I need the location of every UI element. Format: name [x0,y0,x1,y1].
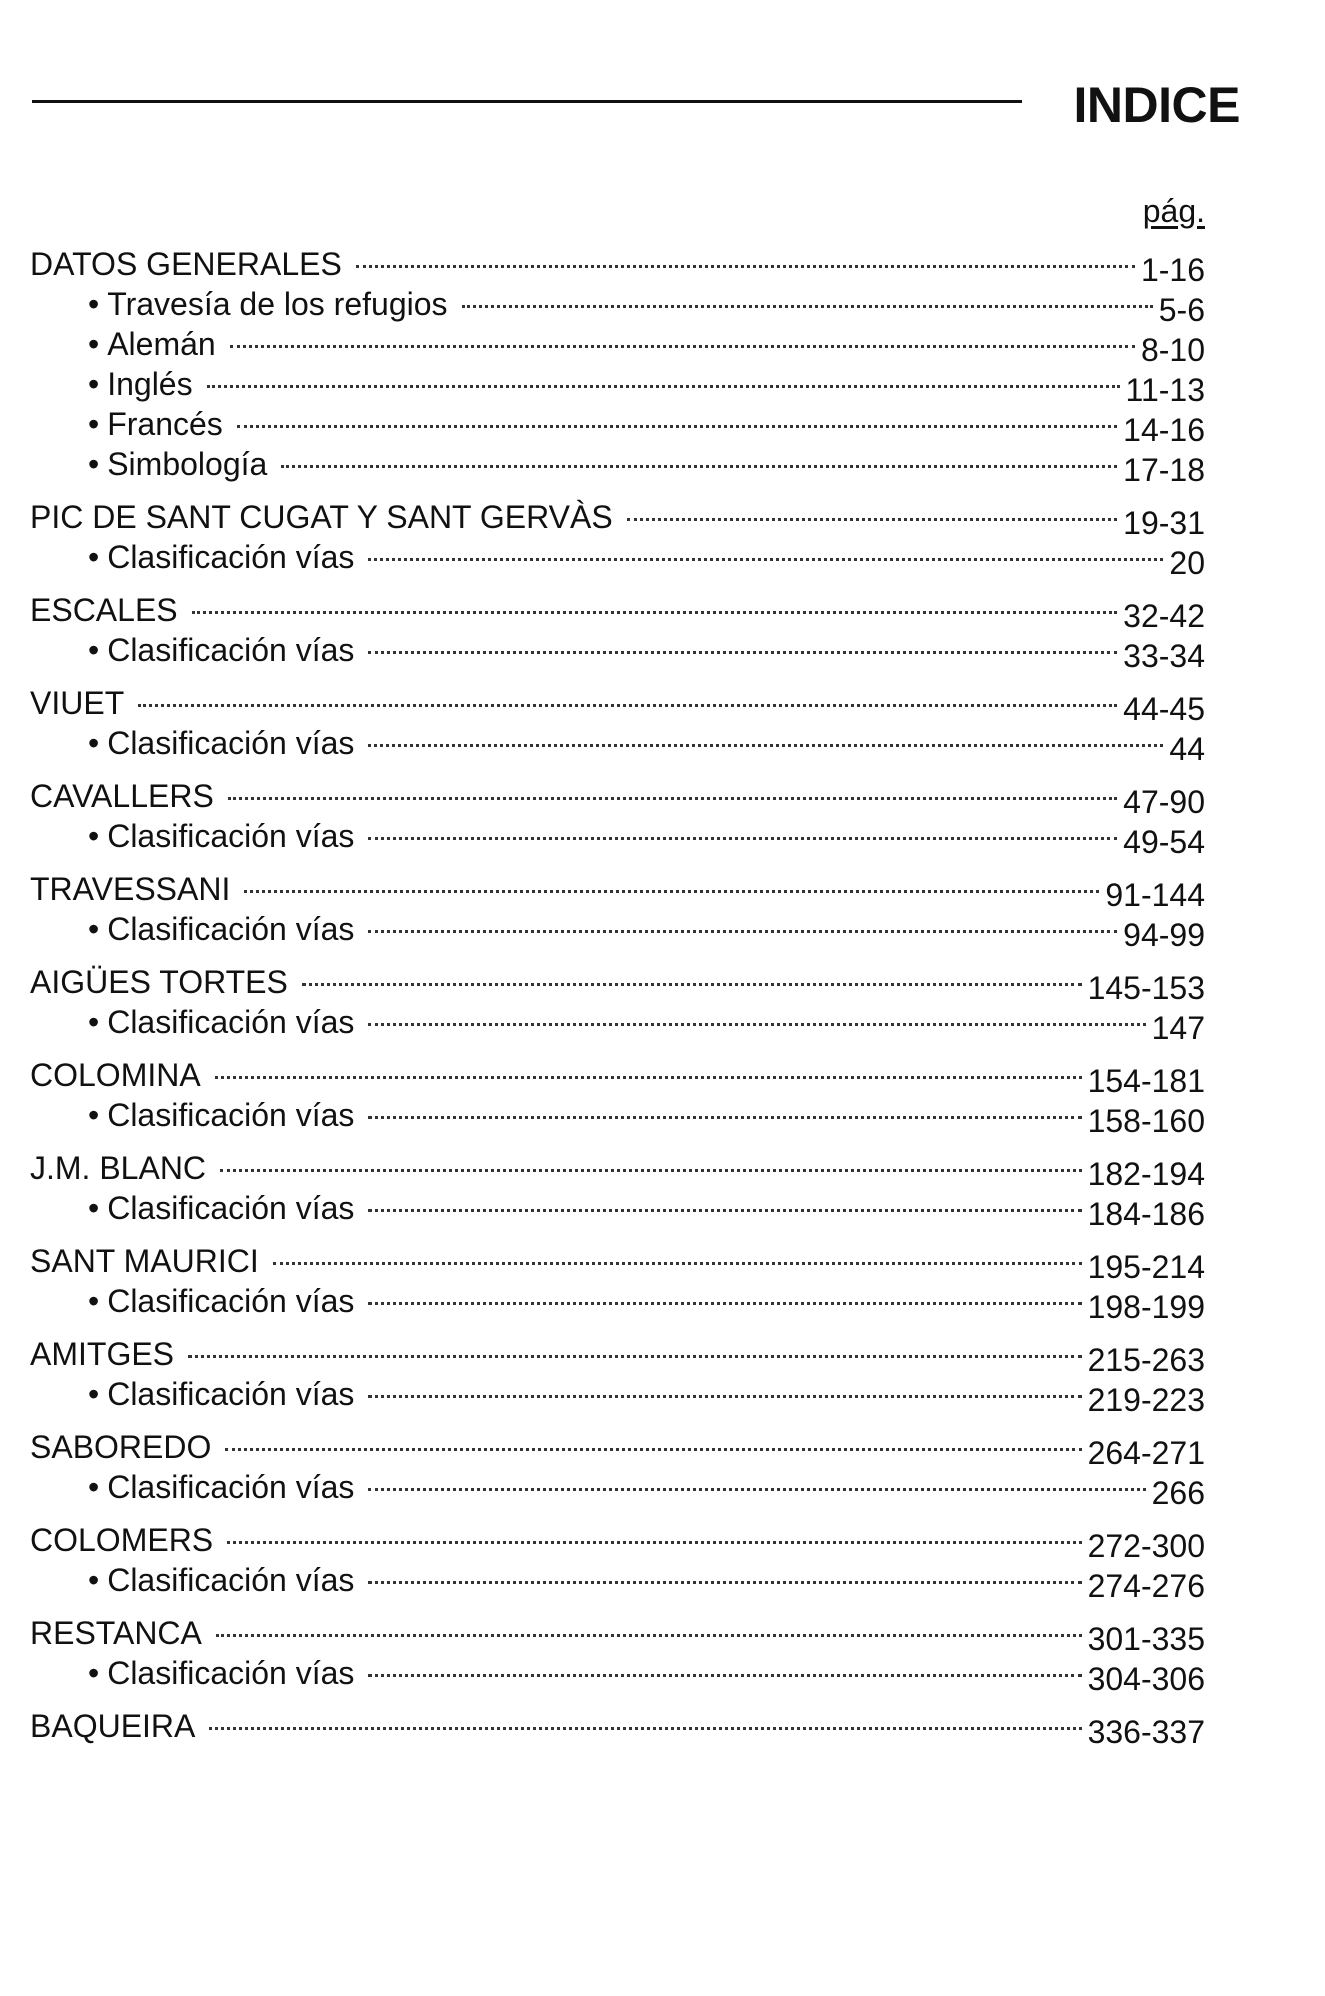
toc-entry-pages: 91-144 [1105,877,1205,913]
toc-entry-pages: 32-42 [1123,598,1205,634]
dot-leader [230,345,1135,348]
header-rule [32,100,1022,103]
toc-subentry-label: Clasificación vías [107,818,355,854]
toc-subentry-label: Clasificación vías [107,725,355,761]
toc-subentry [30,816,1205,860]
bullet-icon: • [88,632,100,668]
dot-leader [138,704,1117,707]
toc-subentry-label: Simbología [107,446,268,482]
toc-subentry-label: Clasificación vías [107,632,355,668]
toc-entry [30,869,1205,913]
dot-leader [368,558,1163,561]
toc-entry-label: SABOREDO [30,1429,212,1465]
dot-leader [368,930,1117,933]
toc-subentry [30,324,1205,368]
toc-subentry-pages: 14-16 [1123,412,1205,448]
dot-leader [356,265,1135,268]
toc-subentry-pages: 184-186 [1087,1196,1205,1232]
toc-entry-label: RESTANCA [30,1615,202,1651]
toc-entry [30,683,1205,727]
toc-subentry-pages: 266 [1151,1475,1205,1511]
dot-leader [368,1674,1081,1677]
toc-subentry [30,1467,1205,1511]
toc-section [30,1055,1205,1139]
toc-entry [30,1055,1205,1099]
toc-subentry-pages: 198-199 [1087,1289,1205,1325]
toc-entry-pages: 1-16 [1140,252,1205,288]
toc-entry-label: AIGÜES TORTES [30,964,288,1000]
toc-entry [30,1706,1205,1750]
toc-subentry-label: Clasificación vías [107,1097,355,1133]
toc-subentry [30,404,1205,448]
bullet-icon: • [88,725,100,761]
toc-subentry [30,1188,1205,1232]
dot-leader [368,1209,1081,1212]
toc-entry-label: DATOS GENERALES [30,246,342,282]
toc-subentry [30,364,1205,408]
bullet-icon: • [88,326,100,362]
toc-subentry [30,909,1205,953]
dot-leader [368,1023,1145,1026]
bullet-icon: • [88,539,100,575]
dot-leader [188,1355,1082,1358]
toc-section [30,1334,1205,1418]
toc-subentry-pages: 17-18 [1123,452,1205,488]
toc-subentry-label: Clasificación vías [107,1004,355,1040]
toc-subentry-pages: 11-13 [1125,372,1205,408]
toc-subentry-label: Alemán [107,326,216,362]
toc-subentry-label: Clasificación vías [107,1190,355,1226]
bullet-icon: • [88,1562,100,1598]
toc-entry-pages: 44-45 [1123,691,1205,727]
bullet-icon: • [88,406,100,442]
dot-leader [368,1581,1081,1584]
toc-subentry-label: Clasificación vías [107,1469,355,1505]
bullet-icon: • [88,286,100,322]
toc-entry [30,1520,1205,1564]
toc-entry [30,497,1205,541]
toc-subentry-label: Clasificación vías [107,1655,355,1691]
toc-section [30,1706,1205,1750]
toc-section [30,244,1205,488]
dot-leader [368,651,1117,654]
toc-entry-pages: 182-194 [1087,1156,1205,1192]
toc-subentry-label: Clasificación vías [107,911,355,947]
toc-subentry [30,1653,1205,1697]
toc-subentry-pages: 33-34 [1123,638,1205,674]
toc-section [30,1241,1205,1325]
toc-entry-pages: 195-214 [1087,1249,1205,1285]
toc-entry-label: AMITGES [30,1336,175,1372]
toc-entry-label: BAQUEIRA [30,1708,196,1744]
dot-leader [368,1116,1081,1119]
toc-subentry-label: Clasificación vías [107,1562,355,1598]
toc-entry [30,1427,1205,1471]
bullet-icon: • [88,446,100,482]
toc-entry-label: PIC DE SANT CUGAT Y SANT GERVÀS [30,499,613,535]
dot-leader [462,305,1153,308]
bullet-icon: • [88,1004,100,1040]
bullet-icon: • [88,1190,100,1226]
toc-entry-label: J.M. BLANC [30,1150,207,1186]
toc-section [30,683,1205,767]
dot-leader [192,611,1118,614]
toc-subentry [30,537,1205,581]
dot-leader [225,1448,1081,1451]
toc-subentry-pages: 5-6 [1158,292,1205,328]
dot-leader [281,465,1117,468]
toc-entry-pages: 215-263 [1087,1342,1205,1378]
dot-leader [368,1488,1145,1491]
table-of-contents [30,244,1205,1759]
toc-subentry-pages: 20 [1169,545,1205,581]
toc-subentry [30,1374,1205,1418]
toc-section [30,1427,1205,1511]
dot-leader [215,1076,1082,1079]
toc-entry-label: CAVALLERS [30,778,214,814]
bullet-icon: • [88,1376,100,1412]
toc-entry-pages: 264-271 [1087,1435,1205,1471]
dot-leader [227,1541,1081,1544]
toc-subentry-label: Travesía de los refugios [107,286,448,322]
toc-subentry-pages: 158-160 [1087,1103,1205,1139]
toc-entry-label: TRAVESSANI [30,871,231,907]
toc-subentry-pages: 147 [1151,1010,1205,1046]
toc-section [30,1148,1205,1232]
toc-section [30,869,1205,953]
toc-entry [30,1613,1205,1657]
toc-entry-pages: 336-337 [1087,1714,1205,1750]
toc-subentry [30,1002,1205,1046]
toc-section [30,776,1205,860]
toc-subentry-pages: 304-306 [1087,1661,1205,1697]
toc-entry-label: COLOMERS [30,1522,214,1558]
toc-entry-pages: 47-90 [1123,784,1205,820]
toc-subentry [30,1560,1205,1604]
toc-subentry [30,1095,1205,1139]
toc-section [30,962,1205,1046]
bullet-icon: • [88,818,100,854]
toc-entry [30,1241,1205,1285]
dot-leader [207,385,1120,388]
toc-subentry [30,723,1205,767]
dot-leader [273,1262,1082,1265]
toc-entry-label: COLOMINA [30,1057,201,1093]
dot-leader [237,425,1117,428]
dot-leader [209,1727,1081,1730]
bullet-icon: • [88,366,100,402]
toc-entry [30,776,1205,820]
toc-entry-pages: 301-335 [1087,1621,1205,1657]
toc-subentry-label: Inglés [107,366,193,402]
page-title: INDICE [1073,77,1240,133]
toc-subentry-label: Clasificación vías [107,1376,355,1412]
page-column-label: pág. [1142,193,1205,229]
toc-subentry-label: Francés [107,406,223,442]
toc-entry [30,244,1205,288]
toc-entry-pages: 19-31 [1123,505,1205,541]
toc-entry-pages: 154-181 [1087,1063,1205,1099]
dot-leader [368,744,1163,747]
toc-subentry-label: Clasificación vías [107,539,355,575]
toc-subentry [30,630,1205,674]
dot-leader [228,797,1117,800]
dot-leader [302,983,1082,986]
bullet-icon: • [88,1097,100,1133]
toc-subentry [30,284,1205,328]
bullet-icon: • [88,1655,100,1691]
toc-subentry [30,1281,1205,1325]
dot-leader [627,518,1117,521]
toc-subentry-label: Clasificación vías [107,1283,355,1319]
toc-entry [30,1334,1205,1378]
dot-leader [368,837,1117,840]
toc-subentry-pages: 274-276 [1087,1568,1205,1604]
toc-section [30,497,1205,581]
dot-leader [244,890,1099,893]
dot-leader [368,1395,1081,1398]
toc-entry [30,962,1205,1006]
toc-entry-pages: 145-153 [1087,970,1205,1006]
toc-subentry-pages: 94-99 [1123,917,1205,953]
toc-subentry [30,444,1205,488]
bullet-icon: • [88,1283,100,1319]
dot-leader [368,1302,1081,1305]
toc-subentry-pages: 219-223 [1087,1382,1205,1418]
dot-leader [216,1634,1082,1637]
toc-section [30,590,1205,674]
toc-section [30,1613,1205,1697]
bullet-icon: • [88,911,100,947]
bullet-icon: • [88,1469,100,1505]
toc-entry-label: SANT MAURICI [30,1243,259,1279]
toc-subentry-pages: 49-54 [1123,824,1205,860]
toc-section [30,1520,1205,1604]
dot-leader [220,1169,1082,1172]
toc-entry-label: ESCALES [30,592,178,628]
toc-entry [30,1148,1205,1192]
toc-subentry-pages: 44 [1169,731,1205,767]
toc-entry-label: VIUET [30,685,125,721]
toc-entry-pages: 272-300 [1087,1528,1205,1564]
toc-subentry-pages: 8-10 [1140,332,1205,368]
toc-entry [30,590,1205,634]
